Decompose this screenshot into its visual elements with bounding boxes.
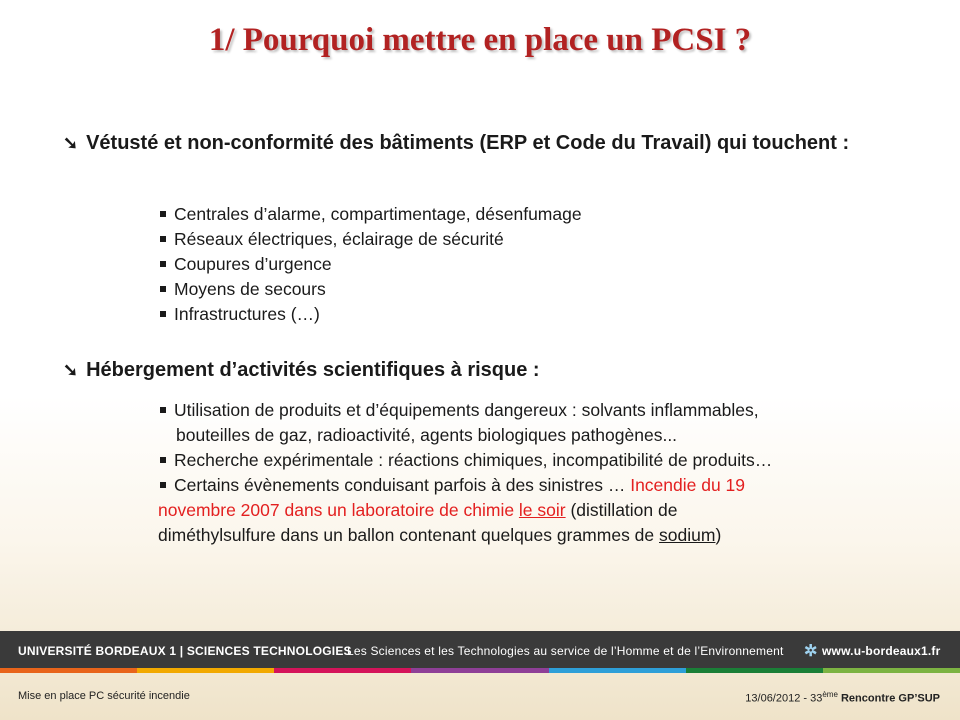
footer-banner [0, 631, 960, 673]
list-item: Centrales d’alarme, compartimentage, désenfumage [158, 202, 582, 227]
color-stripe [0, 668, 960, 673]
arrow-down-right-icon: ➘ [63, 133, 79, 153]
section2-heading: ➘ Hébergement d’activités scientifiques à risque : [63, 359, 540, 381]
university-slogan: Les Sciences et les Technologies au service de l’Homme et de l’Environnement [347, 644, 784, 658]
list-item: Infrastructures (…) [158, 302, 582, 327]
footer-right: 13/06/2012 - 33ème Rencontre GP’SUP [745, 690, 940, 705]
list-item: Recherche expérimentale : réactions chimiques, incompatibilité de produits… [158, 448, 772, 473]
section1-heading: ➘ Vétusté et non-conformité des bâtiments (ERP et Code du Travail) qui touchent : [63, 132, 850, 154]
star-icon: ✲ [804, 643, 818, 660]
section2-item3-continuation: novembre 2007 dans un laboratoire de chimie le soir (distillation de diméthylsulfure dans un ballon contenant quelques grammes de sodium) [158, 500, 722, 545]
section1-list [158, 202, 582, 327]
footer-left: Mise en place PC sécurité incendie [18, 690, 190, 702]
list-item: Certains évènements conduisant parfois à des sinistres … Incendie du 19 [158, 473, 772, 498]
list-item: Réseaux électriques, éclairage de sécurité [158, 227, 582, 252]
arrow-down-right-icon: ➘ [63, 360, 79, 380]
section2-list [158, 398, 772, 498]
website-link[interactable]: www.u-bordeaux1.fr [822, 644, 941, 658]
university-name: UNIVERSITÉ BORDEAUX 1 | SCIENCES TECHNOLOGIES [18, 644, 352, 658]
list-item: Coupures d’urgence [158, 252, 582, 277]
slide-title: 1/ Pourquoi mettre en place un PCSI ? [208, 22, 752, 58]
list-item: Moyens de secours [158, 277, 582, 302]
list-item: Utilisation de produits et d’équipements dangereux : solvants inflammables, bouteilles de gaz, radioactivité, agents biologiques pathogènes... [158, 398, 772, 448]
